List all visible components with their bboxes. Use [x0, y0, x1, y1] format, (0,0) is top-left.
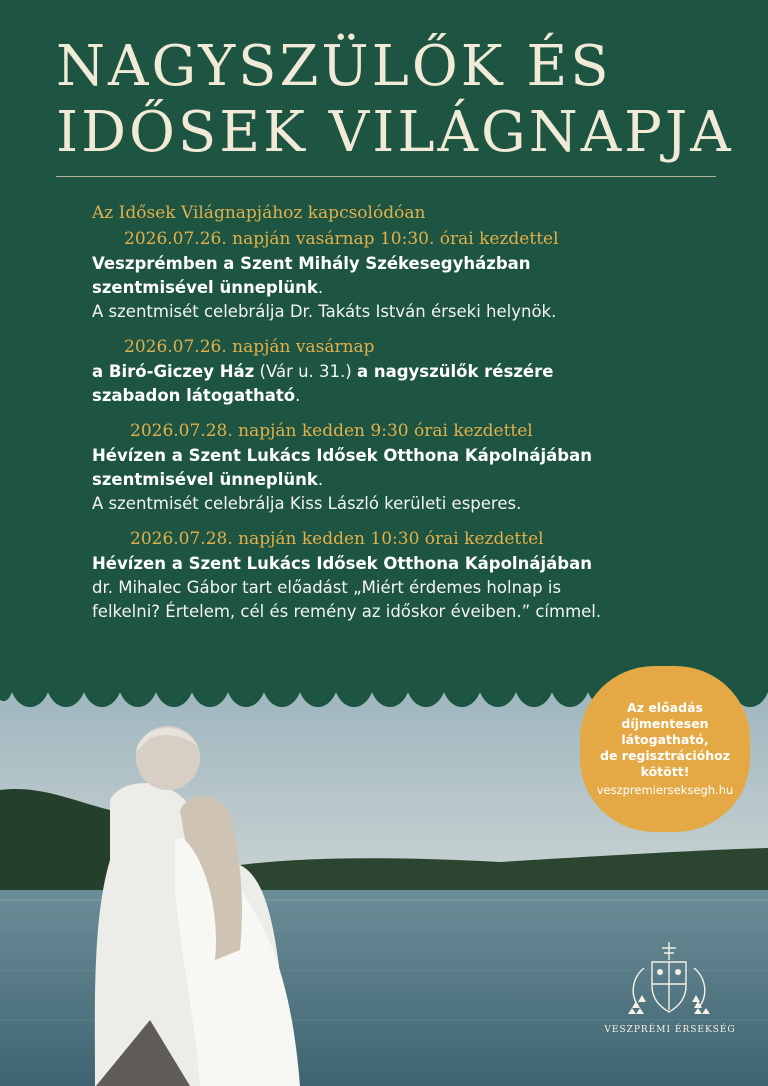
event-4: [92, 526, 732, 624]
badge-url[interactable]: veszpremierseksegh.hu: [596, 783, 734, 797]
event-2-visit-rest: .: [295, 386, 301, 405]
title-line-2: IDŐSEK VILÁGNAPJA: [56, 100, 734, 165]
event-2-pre: a: [92, 362, 109, 381]
event-2-location: [92, 360, 732, 384]
event-1-date: 2026.07.26. napján vasárnap 10:30. órai kezdettel: [124, 229, 559, 249]
badge-line-1: Az előadás: [627, 700, 703, 715]
event-4-location: Hévízen a Szent Lukács Idősek Otthona Kápolnájában: [92, 554, 592, 573]
event-2-house: Biró-Giczey Ház: [108, 362, 255, 381]
event-2-date: 2026.07.26. napján vasárnap: [124, 337, 375, 357]
badge-line-5: kötött!: [640, 764, 690, 779]
event-2-audience: a nagyszülők részére: [356, 362, 554, 381]
event-1-action-rest: .: [317, 278, 324, 297]
event-3-date: 2026.07.28. napján kedden 9:30 órai kezdettel: [130, 421, 533, 441]
badge-line-2: díjmentesen: [621, 716, 709, 731]
event-4-date: 2026.07.28. napján kedden 10:30 órai kezdettel: [130, 529, 544, 549]
event-1-action: [92, 276, 732, 300]
intro-text: Az Idősek Világnapjához kapcsolódóan: [92, 203, 426, 223]
event-1: [92, 226, 732, 324]
archdiocese-crest-icon: [624, 938, 714, 1018]
registration-badge: [580, 666, 750, 832]
title-line-1: NAGYSZÜLŐK ÉS: [56, 34, 612, 99]
badge-line-3: látogatható,: [621, 732, 709, 747]
page-title: [56, 34, 736, 166]
title-divider: [56, 176, 716, 177]
event-1-action-bold: szentmisével ünneplünk: [92, 278, 318, 297]
event-1-celebrant: A szentmisét celebrálja Dr. Takáts István érseki helynök.: [92, 302, 557, 321]
event-2: [92, 334, 732, 408]
archdiocese-name: VESZPRÉMI ÉRSEKSÉG: [604, 1025, 736, 1035]
badge-line-4: de regisztrációhoz: [600, 748, 730, 763]
event-3-location: Hévízen a Szent Lukács Idősek Otthona Kápolnájában: [92, 446, 592, 465]
event-3-action-rest: .: [317, 470, 324, 489]
event-3-celebrant: A szentmisét celebrálja Kiss László kerületi esperes.: [92, 494, 522, 513]
event-3-action-bold: szentmisével ünneplünk: [92, 470, 318, 489]
event-4-lecture: dr. Mihalec Gábor tart előadást „Miért érdemes holnap is: [92, 578, 562, 597]
event-2-visit: [92, 384, 732, 408]
event-1-location: Veszprémben a Szent Mihály Székesegyházban: [92, 254, 531, 273]
event-2-visit-bold: szabadon látogatható: [92, 386, 296, 405]
event-2-address: (Vár u. 31.): [254, 362, 357, 381]
event-list: [92, 200, 732, 634]
event-4-lecture-cont: felkelni? Értelem, cél és remény az időskor éveiben.” címmel.: [92, 602, 602, 621]
event-3: [92, 418, 732, 516]
event-3-action: [92, 468, 732, 492]
